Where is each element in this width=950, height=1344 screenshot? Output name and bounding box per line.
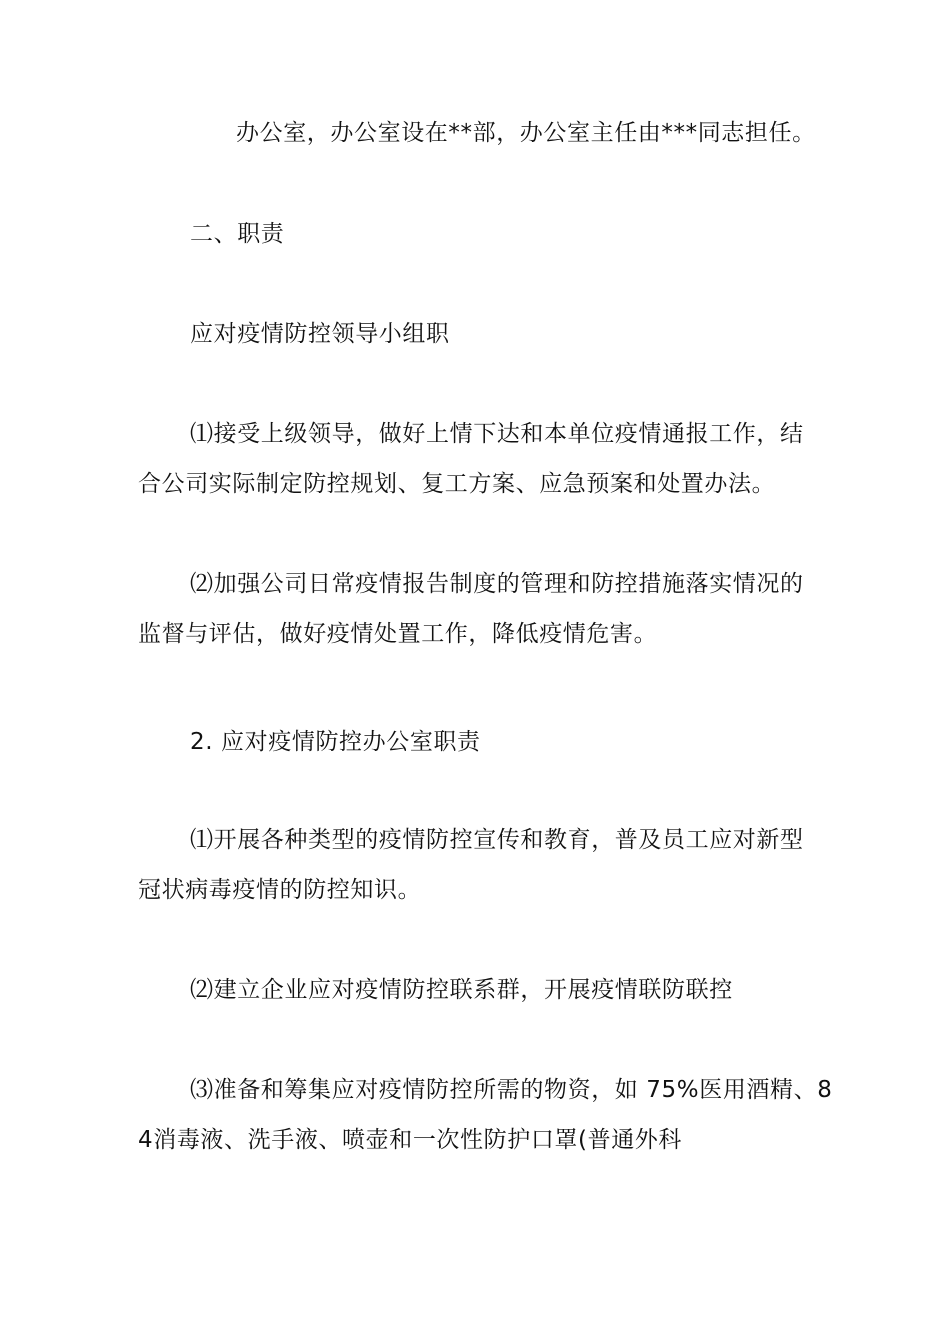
subheading-leadership-group: 应对疫情防控领导小组职: [190, 321, 450, 347]
subheading-office-duties: 2. 应对疫情防控办公室职责: [190, 729, 481, 755]
paragraph-leadership-item1-line1: ⑴接受上级领导，做好上情下达和本单位疫情通报工作，结: [190, 421, 804, 447]
paragraph-leadership-item1-line2: 合公司实际制定防控规划、复工方案、应急预案和处置办法。: [138, 471, 776, 497]
section-heading-duties: 二、职责: [190, 221, 285, 247]
office-location-text: 办公室，办公室设在**部，办公室主任由***同志担任。: [236, 120, 816, 146]
paragraph-leadership-item2-line1: ⑵加强公司日常疫情报告制度的管理和防控措施落实情况的: [190, 571, 804, 597]
paragraph-office-item1-line2: 冠状病毒疫情的防控知识。: [138, 877, 422, 903]
paragraph-office-item3-line2: 4消毒液、洗手液、喷壶和一次性防护口罩(普通外科: [138, 1127, 683, 1153]
paragraph-office-item3-line1: ⑶准备和筹集应对疫情防控所需的物资，如 75%医用酒精、8: [190, 1077, 833, 1103]
paragraph-office-item2: ⑵建立企业应对疫情防控联系群，开展疫情联防联控: [190, 977, 733, 1003]
paragraph-leadership-item2-line2: 监督与评估，做好疫情处置工作，降低疫情危害。: [138, 621, 658, 647]
paragraph-office-item1-line1: ⑴开展各种类型的疫情防控宣传和教育，普及员工应对新型: [190, 827, 804, 853]
